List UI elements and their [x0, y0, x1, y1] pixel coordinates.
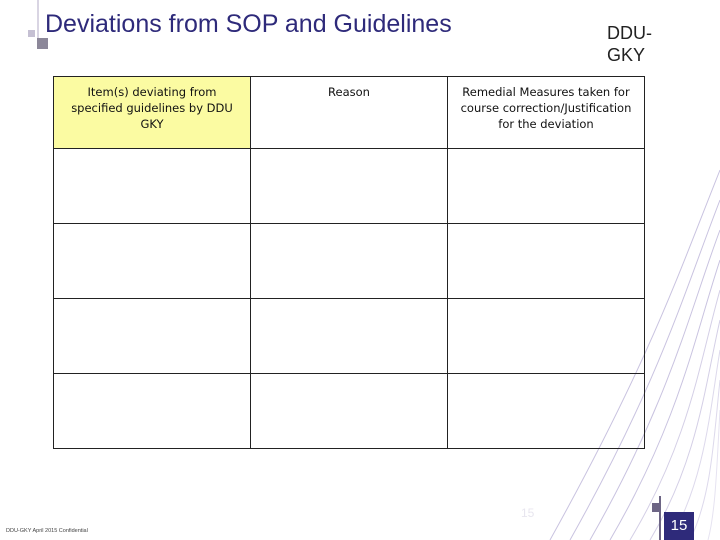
title-accent-square-small [28, 30, 35, 37]
table-cell[interactable] [448, 224, 645, 299]
footer-accent-square [652, 503, 661, 512]
table-cell[interactable] [54, 149, 251, 224]
table-row [54, 224, 645, 299]
table-row [54, 299, 645, 374]
table-cell[interactable] [251, 374, 448, 449]
title-accent-square [37, 38, 48, 49]
table-header-row [54, 77, 645, 149]
table-cell[interactable] [54, 374, 251, 449]
table-cell[interactable] [251, 149, 448, 224]
table-cell[interactable] [448, 149, 645, 224]
table-cell[interactable] [54, 299, 251, 374]
table-cell[interactable] [448, 299, 645, 374]
ghost-page-number: 15 [521, 506, 535, 520]
page-number-badge: 15 [664, 512, 694, 540]
header-items-deviating: Item(s) deviating from specified guidelines by DDU GKY [54, 77, 251, 149]
deviations-table [53, 76, 645, 449]
table-cell[interactable] [251, 299, 448, 374]
header-remedial-measures: Remedial Measures taken for course correction/Justification for the deviation [448, 77, 645, 149]
table-cell[interactable] [54, 224, 251, 299]
table-cell[interactable] [251, 224, 448, 299]
table-row [54, 374, 645, 449]
header-reason: Reason [251, 77, 448, 149]
footer-confidential-text: DDU-GKY April 2015 Confidential [6, 528, 88, 534]
table-row [54, 149, 645, 224]
slide-title: Deviations from SOP and Guidelines [45, 10, 452, 38]
table-cell[interactable] [448, 374, 645, 449]
brand-label: DDU-GKY [607, 23, 652, 65]
